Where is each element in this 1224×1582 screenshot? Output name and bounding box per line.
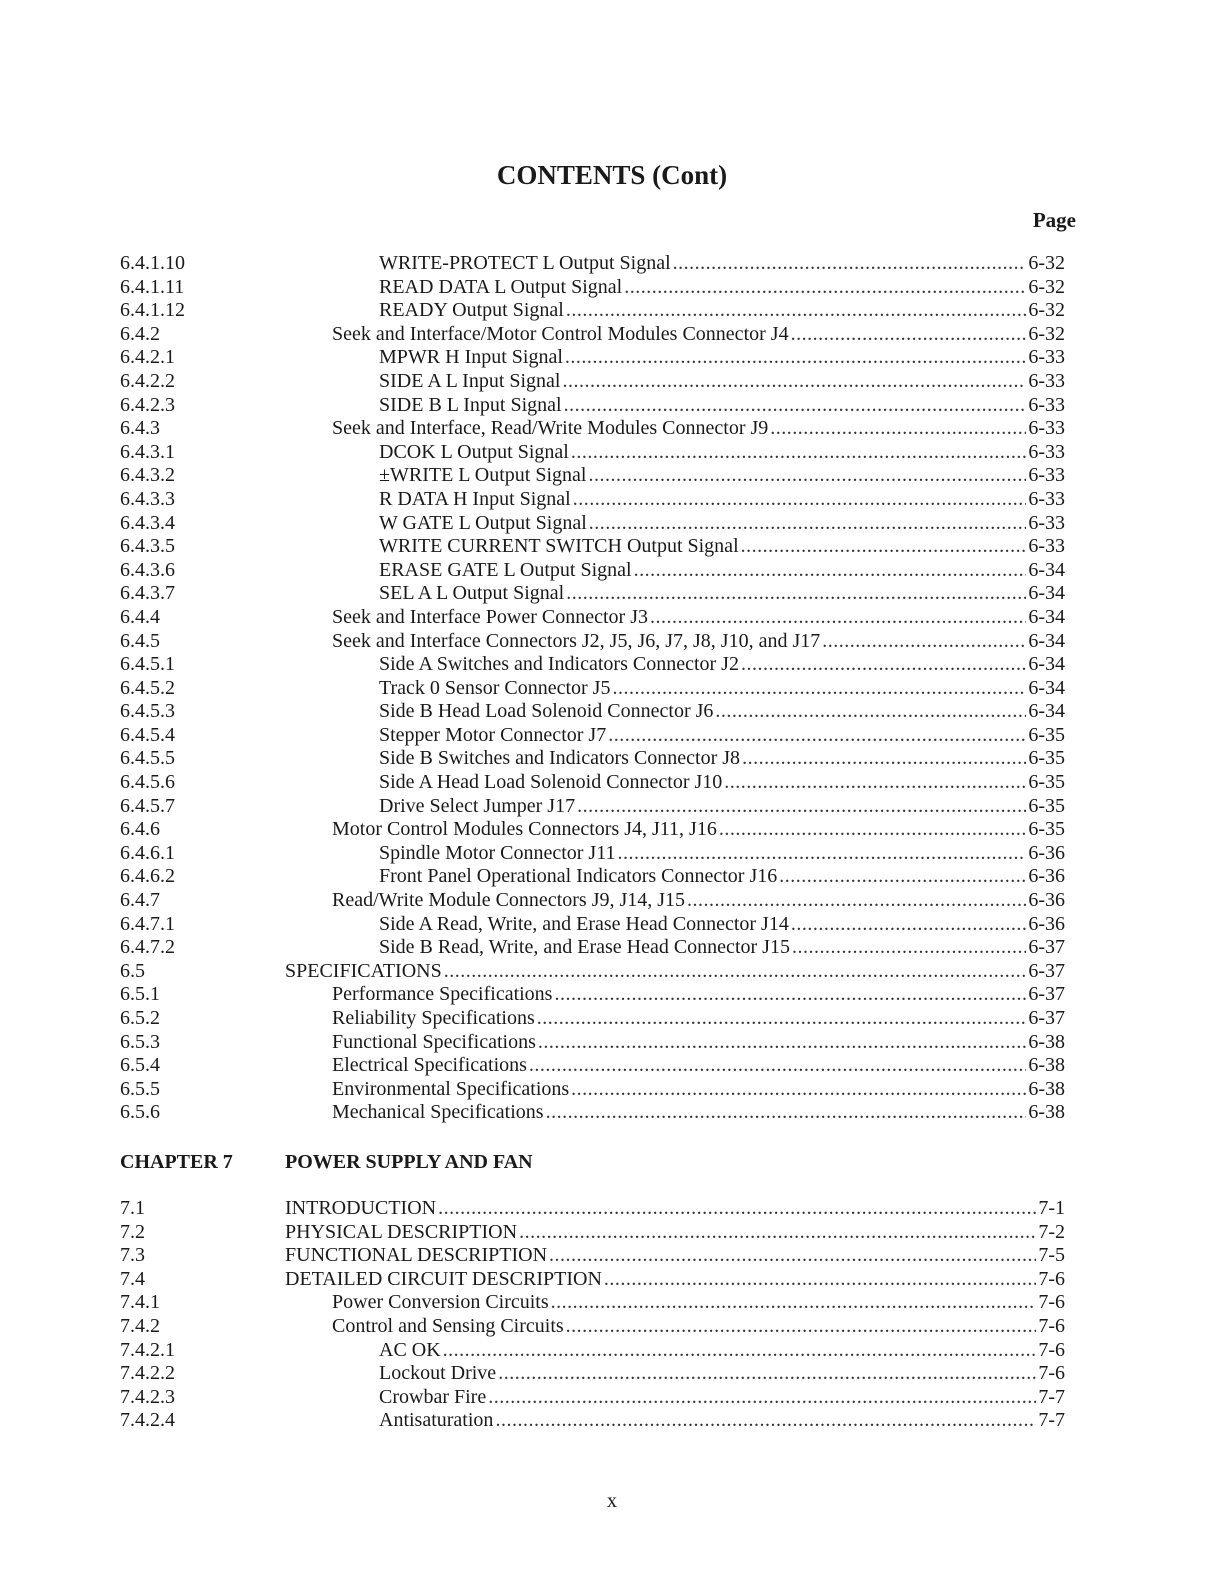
toc-entry-page: 6-33 (1028, 346, 1065, 369)
toc-entry-line (285, 1268, 1065, 1292)
toc-entry-number: 7.4.2.1 (120, 1338, 175, 1361)
dot-leader (791, 323, 1027, 347)
toc-entry (120, 724, 1065, 748)
toc-entry (120, 1101, 1065, 1125)
toc-entry-page: 6-36 (1028, 865, 1065, 888)
toc-entry-page: 6-33 (1028, 393, 1065, 416)
toc-entry-line (379, 936, 1065, 960)
page-title: CONTENTS (Cont) (496, 160, 728, 190)
toc-entry (120, 417, 1065, 441)
toc-entry-line (332, 983, 1065, 1007)
toc-entry-title: SEL A L Output Signal (379, 582, 565, 605)
toc-entry-line (332, 323, 1065, 347)
dot-leader (443, 1339, 1037, 1363)
toc-entry-number: 6.4.5.5 (120, 747, 175, 770)
toc-entry-number: 6.4.1.12 (120, 299, 185, 322)
toc-entry-page: 6-33 (1028, 440, 1065, 463)
dot-leader (444, 960, 1027, 984)
toc-entry-page: 6-34 (1028, 653, 1065, 676)
toc-entry-line (379, 346, 1065, 370)
toc-entry-number: 6.4.3.1 (120, 440, 175, 463)
toc-entry-number: 6.4.6.1 (120, 841, 175, 864)
toc-entry-line (379, 747, 1065, 771)
toc-entry-page: 6-33 (1028, 369, 1065, 392)
page-column-heading: Page (1032, 208, 1076, 232)
toc-entry-page: 6-35 (1028, 771, 1065, 794)
toc-entry-title: Front Panel Operational Indicators Connector J16 (379, 865, 778, 888)
toc-entry-line (332, 1291, 1065, 1315)
toc-entry (120, 747, 1065, 771)
toc-entry (120, 1197, 1065, 1221)
toc-entry-page: 6-33 (1028, 417, 1065, 440)
toc-entry-number: 6.5 (120, 959, 145, 982)
toc-entry-page: 6-37 (1028, 1007, 1065, 1029)
toc-entry-title: PHYSICAL DESCRIPTION (285, 1220, 518, 1243)
toc-entry (120, 677, 1065, 701)
toc-entry-number: 7.4 (120, 1267, 145, 1290)
toc-entry-title: Side B Read, Write, and Erase Head Connector J15 (379, 936, 790, 959)
toc-entry-title: Seek and Interface Power Connector J3 (332, 605, 648, 628)
toc-entry-line (332, 1101, 1065, 1125)
toc-entry-title: SPECIFICATIONS (285, 959, 442, 982)
toc-entry-number: 6.5.4 (120, 1054, 160, 1077)
toc-entry-line (379, 1362, 1065, 1386)
toc-entry-title: Electrical Specifications (332, 1054, 527, 1077)
toc-entry (120, 1007, 1065, 1031)
toc-entry-line (379, 394, 1065, 418)
toc-entry-number: 6.4.3.7 (120, 582, 175, 605)
dot-leader (719, 818, 1027, 842)
toc-entry-title: Lockout Drive (379, 1362, 497, 1385)
toc-entry (120, 370, 1065, 394)
toc-entry-title: Control and Sensing Circuits (332, 1314, 564, 1337)
toc-entry-title: Stepper Motor Connector J7 (379, 723, 607, 746)
dot-leader (562, 370, 1026, 394)
toc-entry-number: 7.2 (120, 1220, 145, 1243)
toc-entry-number: 6.4.7.1 (120, 912, 175, 935)
toc-entry-line (285, 1244, 1065, 1268)
toc-entry-number: 6.4.3.6 (120, 558, 175, 581)
toc-entry-line (332, 1031, 1065, 1055)
toc-entry (120, 865, 1065, 889)
dot-leader (724, 771, 1026, 795)
toc-entry-page: 6-35 (1028, 723, 1065, 746)
toc-entry-line (332, 417, 1065, 441)
toc-entry (120, 512, 1065, 536)
toc-entry-line (379, 1386, 1065, 1410)
toc-entry-page: 6-37 (1028, 959, 1065, 982)
toc-entry-page: 6-35 (1028, 747, 1065, 770)
toc-entry (120, 960, 1065, 984)
toc-entry-page: 6-36 (1028, 912, 1065, 935)
toc-entry-line (379, 1339, 1065, 1363)
toc-entry (120, 653, 1065, 677)
toc-entry-page: 7-7 (1038, 1385, 1065, 1408)
dot-leader (488, 1386, 1036, 1410)
toc-entry-title: DETAILED CIRCUIT DESCRIPTION (285, 1267, 602, 1290)
toc-entry (120, 464, 1065, 488)
toc-entry-page: 7-6 (1038, 1314, 1065, 1337)
toc-entry (120, 983, 1065, 1007)
toc-entry-number: 7.1 (120, 1197, 145, 1219)
toc-entry-number: 6.4.2 (120, 322, 160, 345)
toc-entry (120, 1054, 1065, 1078)
toc-entry-page: 7-7 (1038, 1409, 1065, 1432)
toc-entry-page: 6-32 (1028, 252, 1065, 274)
toc-entry-page: 6-33 (1028, 511, 1065, 534)
dot-leader (495, 1409, 1036, 1433)
dot-leader (519, 1221, 1036, 1245)
toc-entry-number: 6.4.5.1 (120, 653, 175, 676)
toc-entry-title: READY Output Signal (379, 299, 564, 322)
toc-entry (120, 488, 1065, 512)
toc-entry-number: 6.4.7.2 (120, 936, 175, 959)
dot-leader (604, 1268, 1036, 1292)
toc-entry-page: 6-34 (1028, 558, 1065, 581)
toc-entry-line (379, 559, 1065, 583)
toc-entry (120, 1362, 1065, 1386)
dot-leader (565, 346, 1026, 370)
toc-entry-title: FUNCTIONAL DESCRIPTION (285, 1244, 548, 1267)
toc-entry-page: 6-34 (1028, 629, 1065, 652)
toc-entry-number: 6.4.3 (120, 417, 160, 440)
toc-entry-title: WRITE-PROTECT L Output Signal (379, 252, 671, 274)
toc-entry-title: Functional Specifications (332, 1030, 536, 1053)
toc-entry-page: 7-6 (1038, 1338, 1065, 1361)
toc-entry-line (379, 512, 1065, 536)
toc-entry-number: 6.4.5.7 (120, 794, 175, 817)
toc-entry-title: Seek and Interface Connectors J2, J5, J6, J7, J8, J10, and J17 (332, 629, 821, 652)
toc-entry (120, 582, 1065, 606)
dot-leader (564, 394, 1027, 418)
dot-leader (742, 747, 1026, 771)
toc-entry-number: 7.4.2 (120, 1314, 160, 1337)
toc-entry-page: 6-38 (1028, 1030, 1065, 1053)
toc-entry-page: 7-6 (1038, 1291, 1065, 1314)
toc-entry (120, 1339, 1065, 1363)
dot-leader (538, 1031, 1026, 1055)
toc-entry-number: 7.4.2.3 (120, 1385, 175, 1408)
toc-entry-title: ±WRITE L Output Signal (379, 464, 587, 487)
toc-entry-title: W GATE L Output Signal (379, 511, 587, 534)
toc-entry-line (332, 889, 1065, 913)
toc-entry-number: 6.5.2 (120, 1007, 160, 1029)
toc-entry (120, 1221, 1065, 1245)
dot-leader (551, 1291, 1037, 1315)
dot-leader (634, 559, 1027, 583)
toc-entry (120, 276, 1065, 300)
toc-entry-title: INTRODUCTION (285, 1197, 437, 1219)
toc-entry-number: 6.4.3.2 (120, 464, 175, 487)
dot-leader (673, 252, 1027, 276)
toc-entry (120, 323, 1065, 347)
toc-entry-title: Drive Select Jumper J17 (379, 794, 576, 817)
dot-leader (617, 842, 1026, 866)
toc-entry-page: 6-38 (1028, 1101, 1065, 1124)
toc-entry-number: 7.3 (120, 1244, 145, 1267)
dot-leader (741, 535, 1027, 559)
toc-entry-page: 6-38 (1028, 1054, 1065, 1077)
toc-entry (120, 1031, 1065, 1055)
dot-leader (438, 1197, 1036, 1221)
toc-entry-line (379, 677, 1065, 701)
toc-entry-number: 6.4.5.4 (120, 723, 175, 746)
toc-entry-title: ERASE GATE L Output Signal (379, 558, 632, 581)
dot-leader (589, 512, 1027, 536)
toc-entry-line (379, 299, 1065, 323)
toc-entry-line (332, 630, 1065, 654)
toc-section-chapter-7 (120, 1197, 1065, 1433)
toc-entry-number: 6.5.3 (120, 1030, 160, 1053)
toc-entry-number: 6.4.1.10 (120, 252, 185, 274)
toc-entry-number: 6.4.2.1 (120, 346, 175, 369)
chapter-number: CHAPTER 7 (120, 1151, 233, 1173)
page-folio: x (607, 1490, 617, 1512)
toc-entry-title: Side B Switches and Indicators Connector J8 (379, 747, 741, 770)
dot-leader (573, 488, 1027, 512)
dot-leader (741, 653, 1026, 677)
toc-entry (120, 700, 1065, 724)
toc-entry-page: 6-34 (1028, 676, 1065, 699)
toc-entry-title: AC OK (379, 1338, 441, 1361)
toc-entry-line (332, 818, 1065, 842)
toc-entry-line (332, 606, 1065, 630)
toc-entry (120, 889, 1065, 913)
dot-leader (715, 700, 1026, 724)
toc-entry-page: 7-1 (1038, 1197, 1065, 1219)
dot-leader (791, 913, 1026, 937)
toc-entry-title: MPWR H Input Signal (379, 346, 563, 369)
toc-entry-page: 6-38 (1028, 1077, 1065, 1100)
toc-entry (120, 1078, 1065, 1102)
toc-entry-number: 6.4.2.3 (120, 393, 175, 416)
toc-entry-line (379, 913, 1065, 937)
toc-entry-line (379, 441, 1065, 465)
dot-leader (566, 1315, 1037, 1339)
toc-entry-title: Side B Head Load Solenoid Connector J6 (379, 700, 714, 723)
toc-entry-page: 6-35 (1028, 794, 1065, 817)
toc-entry-title: Performance Specifications (332, 983, 553, 1006)
toc-entry-page: 7-6 (1038, 1362, 1065, 1385)
chapter-title: POWER SUPPLY AND FAN (285, 1151, 533, 1173)
toc-entry-page: 6-32 (1028, 275, 1065, 298)
toc-entry-number: 6.4.2.2 (120, 369, 175, 392)
toc-entry-line (332, 1315, 1065, 1339)
toc-entry (120, 1291, 1065, 1315)
dot-leader (577, 795, 1026, 819)
toc-entry-number: 6.4.3.5 (120, 535, 175, 558)
dot-leader (566, 582, 1026, 606)
toc-entry-page: 6-35 (1028, 818, 1065, 841)
dot-leader (498, 1362, 1036, 1386)
toc-entry-number: 6.4.6.2 (120, 865, 175, 888)
toc-entry (120, 1315, 1065, 1339)
toc-entry (120, 606, 1065, 630)
toc-entry-number: 6.4.6 (120, 818, 160, 841)
toc-entry-title: Power Conversion Circuits (332, 1291, 549, 1314)
toc-entry-page: 6-34 (1028, 700, 1065, 723)
toc-entry-line (379, 582, 1065, 606)
toc-entry-number: 7.4.2.2 (120, 1362, 175, 1385)
toc-entry-title: Side A Read, Write, and Erase Head Connector J14 (379, 912, 789, 935)
toc-entry-page: 6-34 (1028, 582, 1065, 605)
toc-entry-line (379, 865, 1065, 889)
toc-entry-title: READ DATA L Output Signal (379, 275, 623, 298)
toc-entry-number: 6.4.1.11 (120, 275, 185, 298)
toc-entry-title: Motor Control Modules Connectors J4, J11, J16 (332, 818, 717, 841)
toc-entry-number: 6.5.6 (120, 1101, 160, 1124)
toc-entry (120, 441, 1065, 465)
dot-leader (546, 1101, 1027, 1125)
dot-leader (566, 299, 1027, 323)
toc-entry-line (379, 700, 1065, 724)
toc-entry-line (379, 488, 1065, 512)
toc-entry-line (379, 252, 1065, 276)
toc-entry-number: 6.4.5.2 (120, 676, 175, 699)
dot-leader (822, 630, 1026, 654)
dot-leader (779, 865, 1026, 889)
chapter-heading (120, 1148, 1065, 1176)
toc-entry-line (379, 276, 1065, 300)
toc-entry-line (379, 724, 1065, 748)
dot-leader (537, 1007, 1027, 1031)
toc-entry-title: Seek and Interface, Read/Write Modules Connector J9 (332, 417, 769, 440)
toc-entry-title: Side A Head Load Solenoid Connector J10 (379, 771, 723, 794)
toc-entry (120, 252, 1065, 276)
toc-entry-title: Side A Switches and Indicators Connector J2 (379, 653, 739, 676)
toc-entry-line (285, 1221, 1065, 1245)
toc-entry (120, 842, 1065, 866)
toc-entry-number: 6.4.4 (120, 605, 160, 628)
dot-leader (571, 1078, 1026, 1102)
toc-entry (120, 535, 1065, 559)
toc-entry-line (332, 1078, 1065, 1102)
toc-entry-line (379, 464, 1065, 488)
toc-entry (120, 1244, 1065, 1268)
toc-entry-page: 6-33 (1028, 487, 1065, 510)
toc-entry-line (379, 653, 1065, 677)
toc-entry-number: 6.4.5 (120, 629, 160, 652)
toc-entry-page: 6-32 (1028, 299, 1065, 322)
toc-entry-page: 7-2 (1038, 1220, 1065, 1243)
toc-entry (120, 630, 1065, 654)
toc-entry-title: SIDE A L Input Signal (379, 369, 561, 392)
dot-leader (554, 983, 1026, 1007)
toc-entry-title: Track 0 Sensor Connector J5 (379, 676, 611, 699)
toc-entry-number: 6.4.5.3 (120, 700, 175, 723)
toc-entry-number: 7.4.1 (120, 1291, 160, 1314)
toc-entry-number: 6.4.5.6 (120, 771, 175, 794)
toc-entry-page: 6-37 (1028, 936, 1065, 959)
toc-entry-title: SIDE B L Input Signal (379, 393, 562, 416)
toc-section-chapter-6 (120, 252, 1065, 1125)
toc-entry-title: Seek and Interface/Motor Control Modules Connector J4 (332, 322, 789, 345)
toc-entry-title: WRITE CURRENT SWITCH Output Signal (379, 535, 739, 558)
toc-entry (120, 1386, 1065, 1410)
toc-entry-line (285, 1197, 1065, 1221)
toc-entry-line (379, 771, 1065, 795)
dot-leader (624, 276, 1026, 300)
toc-entry-line (379, 370, 1065, 394)
toc-entry-number: 6.4.7 (120, 889, 160, 912)
toc-entry-title: Crowbar Fire (379, 1385, 487, 1408)
toc-entry-title: Read/Write Module Connectors J9, J14, J15 (332, 889, 686, 912)
toc-entry-page: 6-34 (1028, 605, 1065, 628)
toc-entry (120, 795, 1065, 819)
toc-entry-title: Antisaturation (379, 1409, 494, 1432)
toc-entry (120, 299, 1065, 323)
toc-entry-line (379, 842, 1065, 866)
dot-leader (612, 677, 1026, 701)
toc-entry (120, 559, 1065, 583)
toc-entry-page: 6-36 (1028, 841, 1065, 864)
toc-entry (120, 1268, 1065, 1292)
toc-entry-page: 6-32 (1028, 322, 1065, 345)
toc-entry-line (332, 1054, 1065, 1078)
toc-entry (120, 818, 1065, 842)
toc-entry (120, 346, 1065, 370)
toc-entry-page: 7-5 (1038, 1244, 1065, 1267)
toc-entry-page: 6-36 (1028, 889, 1065, 912)
toc-entry-number: 6.5.5 (120, 1077, 160, 1100)
dot-leader (770, 417, 1026, 441)
toc-entry-page: 6-33 (1028, 464, 1065, 487)
toc-entry-number: 6.4.3.4 (120, 511, 175, 534)
dot-leader (549, 1244, 1036, 1268)
toc-entry-line (379, 1409, 1065, 1433)
toc-entry-title: Reliability Specifications (332, 1007, 535, 1029)
toc-entry-page: 6-37 (1028, 983, 1065, 1006)
dot-leader (792, 936, 1026, 960)
toc-entry-line (285, 960, 1065, 984)
toc-entry (120, 936, 1065, 960)
toc-entry-number: 6.4.3.3 (120, 487, 175, 510)
dot-leader (571, 441, 1027, 465)
toc-entry (120, 771, 1065, 795)
dot-leader (608, 724, 1026, 748)
dot-leader (687, 889, 1026, 913)
toc-entry-title: R DATA H Input Signal (379, 487, 571, 510)
toc-entry-line (379, 535, 1065, 559)
toc-entry-page: 6-33 (1028, 535, 1065, 558)
toc-entry (120, 913, 1065, 937)
toc-entry (120, 1409, 1065, 1433)
toc-entry-line (379, 795, 1065, 819)
toc-entry-title: Spindle Motor Connector J11 (379, 841, 616, 864)
dot-leader (650, 606, 1026, 630)
toc-entry-page: 7-6 (1038, 1267, 1065, 1290)
toc-entry-line (332, 1007, 1065, 1031)
dot-leader (529, 1054, 1026, 1078)
dot-leader (588, 464, 1026, 488)
toc-entry (120, 394, 1065, 418)
toc-entry-number: 7.4.2.4 (120, 1409, 175, 1432)
toc-entry-title: Mechanical Specifications (332, 1101, 544, 1124)
toc-entry-title: Environmental Specifications (332, 1077, 570, 1100)
toc-entry-number: 6.5.1 (120, 983, 160, 1006)
toc-entry-title: DCOK L Output Signal (379, 440, 569, 463)
